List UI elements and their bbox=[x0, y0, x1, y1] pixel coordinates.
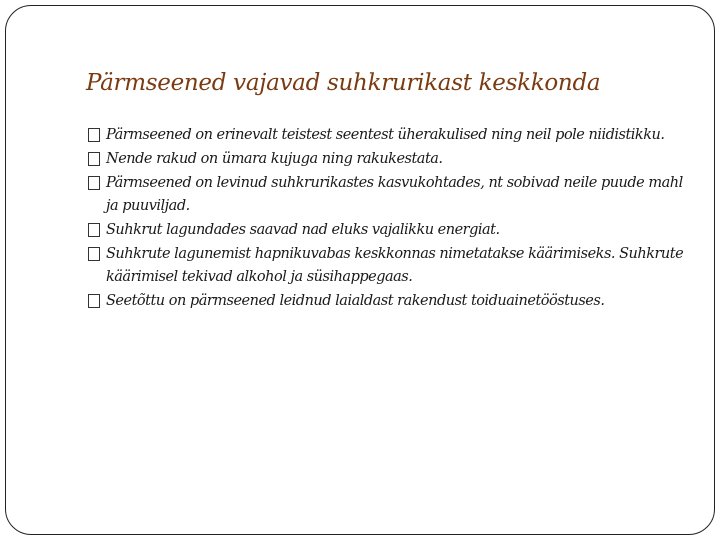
bullet-item bbox=[88, 219, 688, 242]
square-box-icon bbox=[88, 294, 100, 308]
bullet-list bbox=[88, 124, 688, 314]
square-box-icon bbox=[88, 128, 100, 142]
bullet-text: Pärmseened on erinevalt teistest seentest üherakulised ning neil pole niidistikku. bbox=[106, 127, 665, 143]
bullet-item bbox=[88, 148, 688, 171]
bullet-text: Suhkrute lagunemist hapnikuvabas keskkonnas nimetatakse käärimiseks. Suhkrute käärimisel tekivad alkohol ja süsihappegaas. bbox=[106, 246, 684, 285]
bullet-text: Seetõttu on pärmseened leidnud laialdast rakendust toiduainetööstuses. bbox=[106, 293, 605, 309]
bullet-item bbox=[88, 172, 688, 218]
bullet-item bbox=[88, 290, 688, 313]
bullet-item bbox=[88, 124, 688, 147]
bullet-item bbox=[88, 243, 688, 289]
slide bbox=[5, 5, 715, 535]
bullet-text: Suhkrut lagundades saavad nad eluks vajalikku energiat. bbox=[106, 222, 500, 238]
slide-title: Pärmseened vajavad suhkrurikast keskkonda bbox=[86, 70, 601, 96]
bullet-text: Pärmseened on levinud suhkrurikastes kasvukohtades, nt sobivad neile puude mahl ja puuviljad. bbox=[106, 175, 683, 214]
square-box-icon bbox=[88, 152, 100, 166]
square-box-icon bbox=[88, 223, 100, 237]
square-box-icon bbox=[88, 247, 100, 261]
bullet-text: Nende rakud on ümara kujuga ning rakukestata. bbox=[106, 151, 443, 167]
square-box-icon bbox=[88, 176, 100, 190]
